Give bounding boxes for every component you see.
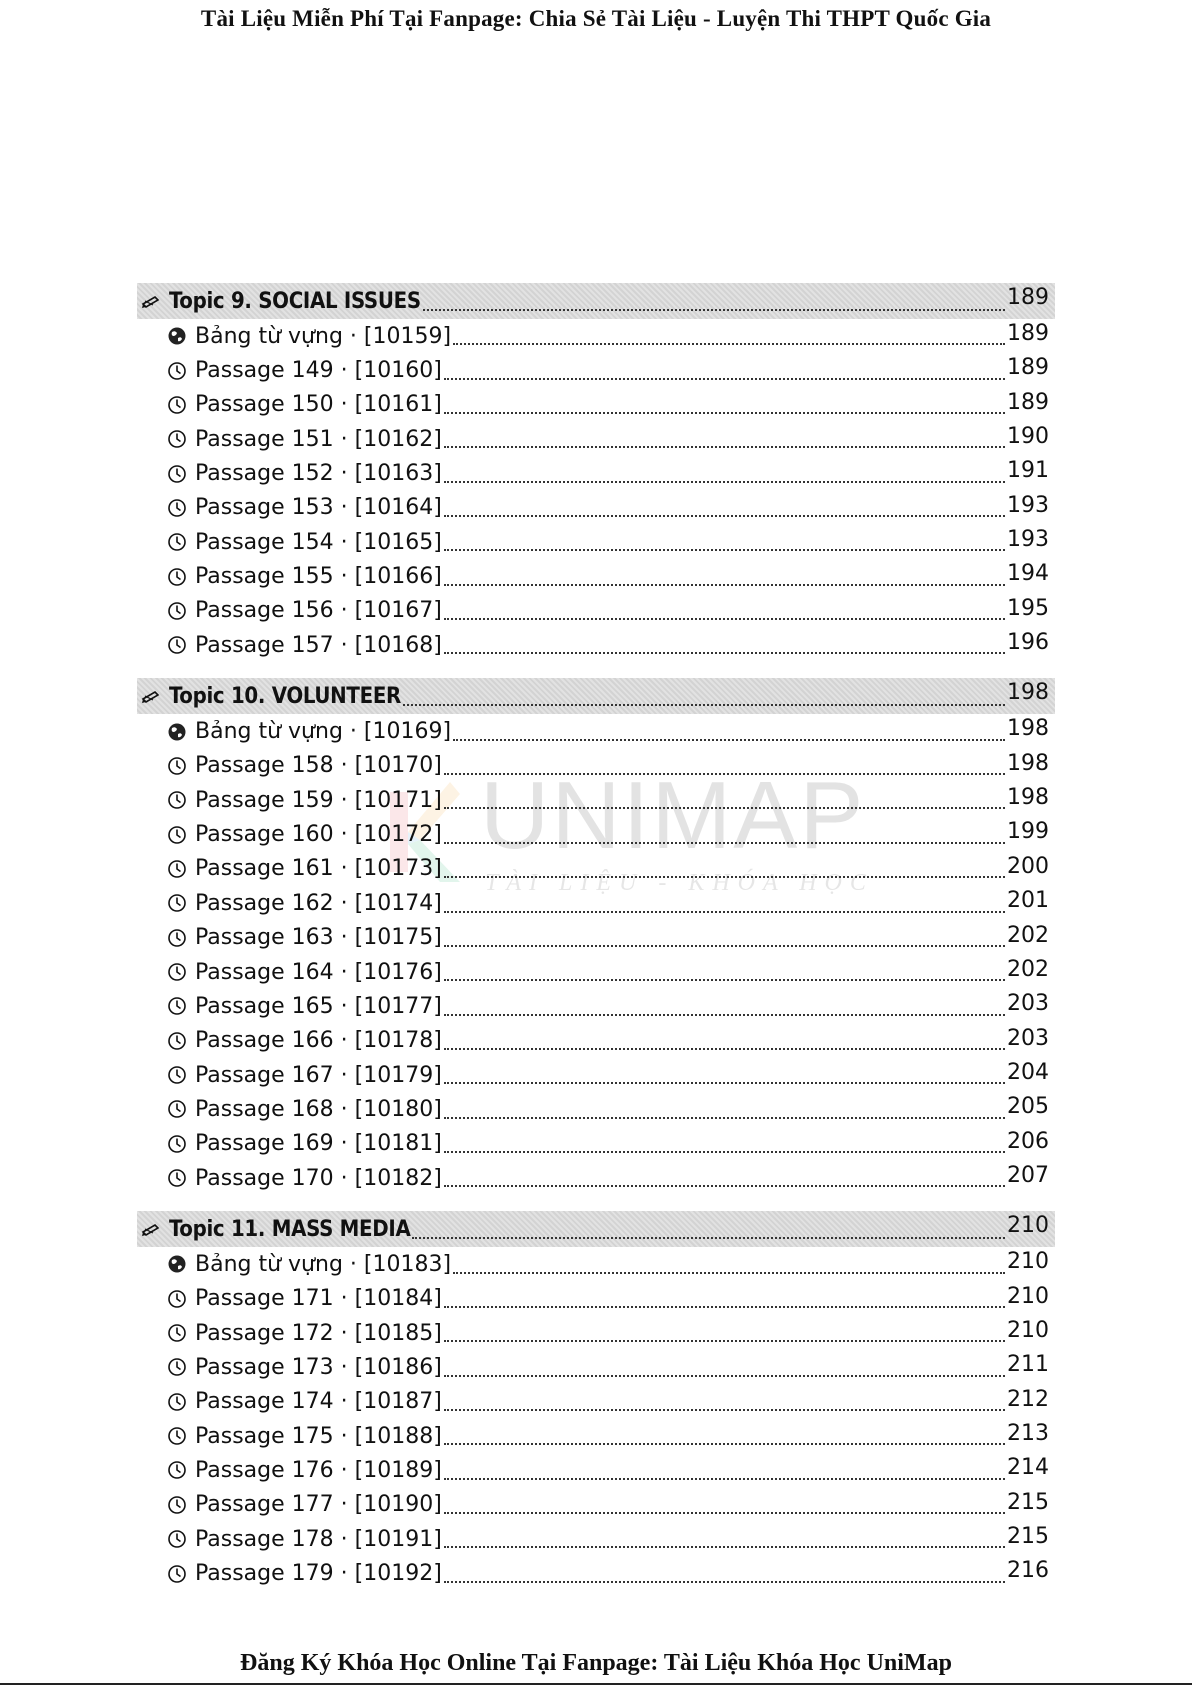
dot-leader <box>444 771 1005 775</box>
toc-entry[interactable] <box>137 353 1055 387</box>
topic-page-number: 210 <box>1007 1213 1049 1239</box>
clock-icon <box>167 498 187 518</box>
toc-entry[interactable] <box>137 422 1055 456</box>
clock-icon <box>167 825 187 845</box>
entry-page-number: 198 <box>1007 785 1049 811</box>
clock-icon <box>167 1460 187 1480</box>
toc-entry[interactable] <box>137 525 1055 559</box>
toc-entry[interactable] <box>137 989 1055 1023</box>
entry-label: Passage 168 · [10180] <box>195 1096 442 1122</box>
clock-icon <box>167 1357 187 1377</box>
toc-entry[interactable] <box>137 1385 1055 1419</box>
entry-page-number: 216 <box>1007 1558 1049 1584</box>
dot-leader <box>453 737 1005 741</box>
entry-label: Passage 178 · [10191] <box>195 1526 442 1552</box>
entry-label: Passage 161 · [10173] <box>195 856 442 882</box>
watermark-brand: UNIMAP <box>480 762 866 869</box>
entry-page-number: 196 <box>1007 630 1049 656</box>
dot-leader <box>444 909 1005 913</box>
entry-page-number: 198 <box>1007 716 1049 742</box>
entry-page-number: 202 <box>1007 922 1049 948</box>
globe-icon <box>167 326 187 346</box>
dot-leader <box>453 1270 1005 1274</box>
entry-page-number: 201 <box>1007 888 1049 914</box>
entry-page-number: 199 <box>1007 819 1049 845</box>
toc-topic-heading[interactable] <box>137 1211 1055 1247</box>
dot-leader <box>444 410 1005 414</box>
clock-icon <box>167 790 187 810</box>
entry-label: Passage 174 · [10187] <box>195 1389 442 1415</box>
toc-entry[interactable] <box>137 559 1055 593</box>
entry-page-number: 211 <box>1007 1352 1049 1378</box>
dot-leader <box>444 943 1005 947</box>
clock-icon <box>167 635 187 655</box>
toc-entry[interactable] <box>137 783 1055 817</box>
entry-label: Passage 173 · [10186] <box>195 1354 442 1380</box>
pen-icon <box>141 291 161 311</box>
entry-page-number: 212 <box>1007 1386 1049 1412</box>
dot-leader <box>444 547 1005 551</box>
clock-icon <box>167 1065 187 1085</box>
entry-page-number: 210 <box>1007 1249 1049 1275</box>
clock-icon <box>167 395 187 415</box>
topic-page-number: 189 <box>1007 285 1049 310</box>
entry-label: Passage 163 · [10175] <box>195 925 442 951</box>
dot-leader <box>444 874 1005 878</box>
entry-label: Bảng từ vựng · [10169] <box>195 719 452 745</box>
entry-label: Bảng từ vựng · [10183] <box>195 1251 452 1277</box>
entry-label: Passage 165 · [10177] <box>195 993 442 1019</box>
dot-leader <box>444 1115 1005 1119</box>
dot-leader <box>444 444 1005 448</box>
toc-entry[interactable] <box>137 1024 1055 1058</box>
entry-page-number: 193 <box>1007 492 1049 518</box>
clock-icon <box>167 1031 187 1051</box>
toc-entry[interactable] <box>137 456 1055 490</box>
toc-entry[interactable] <box>137 1092 1055 1126</box>
dot-leader <box>444 479 1005 483</box>
entry-page-number: 210 <box>1007 1317 1049 1343</box>
entry-label: Passage 172 · [10185] <box>195 1320 442 1346</box>
dot-leader <box>444 582 1005 586</box>
clock-icon <box>167 1289 187 1309</box>
dot-leader <box>423 307 1005 311</box>
clock-icon <box>167 1529 187 1549</box>
clock-icon <box>167 361 187 381</box>
clock-icon <box>167 859 187 879</box>
entry-label: Passage 155 · [10166] <box>195 564 442 590</box>
dot-leader <box>444 1080 1005 1084</box>
dot-leader <box>444 805 1005 809</box>
entry-page-number: 206 <box>1007 1128 1049 1154</box>
topic-title: Topic 9. SOCIAL ISSUES <box>169 288 421 314</box>
toc-entry[interactable] <box>137 594 1055 628</box>
entry-page-number: 202 <box>1007 956 1049 982</box>
topic-title: Topic 11. MASS MEDIA <box>169 1216 411 1242</box>
entry-label: Passage 149 · [10160] <box>195 358 442 384</box>
toc-entry[interactable] <box>137 1350 1055 1384</box>
entry-page-number: 203 <box>1007 1025 1049 1051</box>
entry-label: Passage 167 · [10179] <box>195 1062 442 1088</box>
entry-page-number: 200 <box>1007 853 1049 879</box>
entry-label: Passage 153 · [10164] <box>195 495 442 521</box>
toc-entry[interactable] <box>137 388 1055 422</box>
entry-label: Passage 164 · [10176] <box>195 959 442 985</box>
page-header: Tài Liệu Miễn Phí Tại Fanpage: Chia Sẻ Tài Liệu - Luyện Thi THPT Quốc Gia <box>200 6 992 31</box>
entry-label: Passage 154 · [10165] <box>195 529 442 555</box>
entry-page-number: 205 <box>1007 1094 1049 1120</box>
dot-leader <box>444 1338 1005 1342</box>
toc-entry[interactable] <box>137 1453 1055 1487</box>
entry-page-number: 195 <box>1007 595 1049 621</box>
toc-entry[interactable] <box>137 1127 1055 1161</box>
entry-label: Passage 171 · [10184] <box>195 1286 442 1312</box>
clock-icon <box>167 1495 187 1515</box>
entry-page-number: 191 <box>1007 458 1049 484</box>
topic-page-number: 198 <box>1007 680 1049 706</box>
dot-leader <box>444 977 1005 981</box>
toc-topic-heading[interactable] <box>137 283 1055 319</box>
entry-label: Passage 151 · [10162] <box>195 426 442 452</box>
dot-leader <box>444 376 1005 380</box>
entry-page-number: 190 <box>1007 424 1049 450</box>
clock-icon <box>167 1392 187 1412</box>
dot-leader <box>444 1544 1005 1548</box>
clock-icon <box>167 1426 187 1446</box>
entry-page-number: 193 <box>1007 527 1049 553</box>
dot-leader <box>444 840 1005 844</box>
dot-leader <box>444 1046 1005 1050</box>
entry-label: Passage 156 · [10167] <box>195 598 442 624</box>
dot-leader <box>444 1407 1005 1411</box>
toc-entry[interactable] <box>137 1488 1055 1522</box>
clock-icon <box>167 928 187 948</box>
clock-icon <box>167 567 187 587</box>
dot-leader <box>444 1579 1005 1583</box>
pen-icon <box>141 1219 161 1239</box>
entry-page-number: 215 <box>1007 1524 1049 1549</box>
clock-icon <box>167 996 187 1016</box>
dot-leader <box>412 1235 1005 1239</box>
dot-leader <box>403 702 1005 706</box>
watermark-tagline: TÀI LIỆU - KHÓA HỌC <box>485 870 874 896</box>
toc-entry[interactable] <box>137 714 1055 748</box>
toc-entry[interactable] <box>137 852 1055 886</box>
dot-leader <box>444 1012 1005 1016</box>
entry-label: Passage 177 · [10190] <box>195 1492 442 1518</box>
entry-page-number: 213 <box>1007 1420 1049 1446</box>
dot-leader <box>444 1510 1005 1514</box>
entry-label: Passage 176 · [10189] <box>195 1457 442 1483</box>
entry-page-number: 189 <box>1007 389 1049 415</box>
entry-label: Passage 169 · [10181] <box>195 1131 442 1157</box>
toc-entry[interactable] <box>137 886 1055 920</box>
clock-icon <box>167 464 187 484</box>
globe-icon <box>167 722 187 742</box>
entry-page-number: 203 <box>1007 991 1049 1017</box>
clock-icon <box>167 962 187 982</box>
dot-leader <box>444 616 1005 620</box>
toc-entry[interactable] <box>137 1316 1055 1350</box>
dot-leader <box>453 341 1005 345</box>
dot-leader <box>444 1373 1005 1377</box>
toc-topic-heading[interactable] <box>137 678 1055 714</box>
pen-icon <box>141 686 161 706</box>
globe-icon <box>167 1254 187 1274</box>
clock-icon <box>167 1134 187 1154</box>
table-of-contents <box>137 283 1055 1591</box>
dot-leader <box>444 1441 1005 1445</box>
entry-label: Passage 166 · [10178] <box>195 1028 442 1054</box>
entry-page-number: 189 <box>1007 355 1049 381</box>
toc-entry[interactable] <box>137 1282 1055 1316</box>
entry-label: Passage 160 · [10172] <box>195 822 442 848</box>
entry-label: Passage 150 · [10161] <box>195 392 442 418</box>
toc-entry[interactable] <box>137 1161 1055 1195</box>
clock-icon <box>167 429 187 449</box>
clock-icon <box>167 893 187 913</box>
clock-icon <box>167 756 187 776</box>
toc-entry[interactable] <box>137 1522 1055 1556</box>
entry-label: Passage 170 · [10182] <box>195 1165 442 1191</box>
dot-leader <box>444 513 1005 517</box>
entry-page-number: 189 <box>1007 321 1049 346</box>
entry-label: Passage 158 · [10170] <box>195 753 442 779</box>
entry-label: Passage 152 · [10163] <box>195 461 442 487</box>
entry-page-number: 198 <box>1007 750 1049 776</box>
topic-title: Topic 10. VOLUNTEER <box>169 683 402 709</box>
entry-label: Passage 159 · [10171] <box>195 787 442 813</box>
page-footer: Đăng Ký Khóa Học Online Tại Fanpage: Tài Liệu Khóa Học UniMap <box>240 1650 952 1676</box>
entry-page-number: 204 <box>1007 1059 1049 1085</box>
toc-entry[interactable] <box>137 491 1055 525</box>
entry-page-number: 207 <box>1007 1162 1049 1188</box>
dot-leader <box>444 1476 1005 1480</box>
toc-entry[interactable] <box>137 921 1055 955</box>
toc-entry[interactable] <box>137 1419 1055 1453</box>
toc-entry[interactable] <box>137 1556 1055 1590</box>
clock-icon <box>167 1168 187 1188</box>
clock-icon <box>167 601 187 621</box>
toc-entry[interactable] <box>137 817 1055 851</box>
dot-leader <box>444 650 1005 654</box>
entry-page-number: 215 <box>1007 1489 1049 1515</box>
toc-entry[interactable] <box>137 955 1055 989</box>
entry-label: Passage 157 · [10168] <box>195 632 442 658</box>
dot-leader <box>444 1183 1005 1187</box>
dot-leader <box>444 1304 1005 1308</box>
toc-entry[interactable] <box>137 319 1055 353</box>
clock-icon <box>167 532 187 552</box>
entry-label: Passage 175 · [10188] <box>195 1423 442 1449</box>
entry-label: Bảng từ vựng · [10159] <box>195 323 452 349</box>
entry-label: Passage 162 · [10174] <box>195 890 442 916</box>
toc-entry[interactable] <box>137 1247 1055 1281</box>
clock-icon <box>167 1564 187 1584</box>
dot-leader <box>444 1149 1005 1153</box>
toc-entry[interactable] <box>137 749 1055 783</box>
toc-entry[interactable] <box>137 628 1055 662</box>
entry-page-number: 194 <box>1007 561 1049 587</box>
toc-entry[interactable] <box>137 1058 1055 1092</box>
clock-icon <box>167 1323 187 1343</box>
entry-label: Passage 179 · [10192] <box>195 1561 442 1587</box>
entry-page-number: 210 <box>1007 1283 1049 1309</box>
clock-icon <box>167 1099 187 1119</box>
entry-page-number: 214 <box>1007 1455 1049 1481</box>
